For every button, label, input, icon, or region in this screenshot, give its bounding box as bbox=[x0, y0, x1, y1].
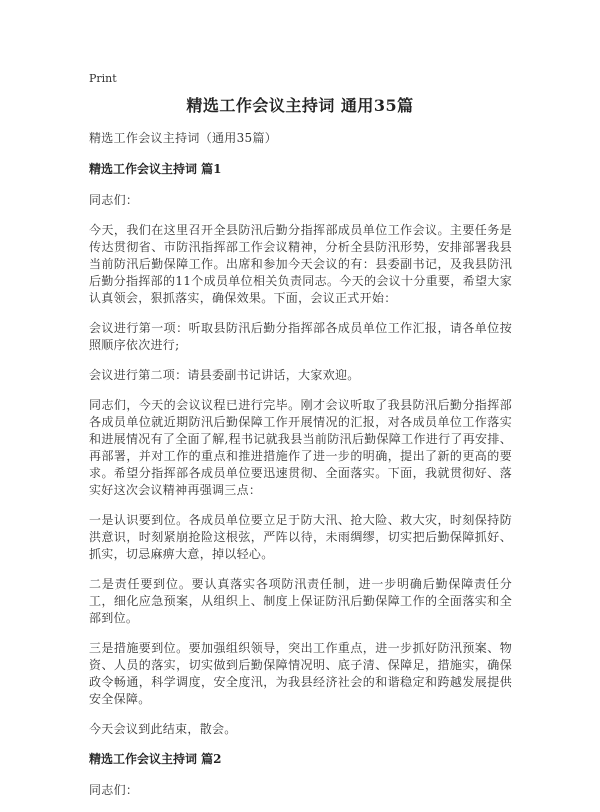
paragraph-closing: 今天会议到此结束，散会。 bbox=[89, 722, 237, 736]
print-link[interactable]: Print bbox=[89, 72, 117, 85]
document-body bbox=[89, 130, 512, 812]
paragraph-point-2: 二是责任要到位。要认真落实各项防汛责任制，进一步明确后勤保障责任分工，细化应急预案，从组织上、制度上保证防汛后勤保障工作的全面落实和全部到位。 bbox=[89, 577, 512, 625]
section-heading-2: 精选工作会议主持词 篇2 bbox=[89, 752, 222, 766]
document-subtitle: 精选工作会议主持词（通用35篇） bbox=[89, 131, 278, 145]
paragraph-point-3: 三是措施要到位。要加强组织领导，突出工作重点，进一步抓好防汛预案、物资、人员的落实，切实做到后勤保障情况明、底子清、保障足，措施实，确保政令畅通，科学调度，安全度汛，为我县经济社会的和谐稳定和跨越发展提供安全保障。 bbox=[89, 641, 512, 706]
paragraph-intro: 今天，我们在这里召开全县防汛后勤分指挥部成员单位工作会议。主要任务是传达贯彻省、市防汛指挥部工作会议精神，分析全县防汛形势，安排部署我县当前防汛后勤保障工作。出席和参加今天会议的有：县委副书记，及我县防汛后勤分指挥部的11个成员单位相关负责同志。今天的会议十分重要，希望大家认真领会，狠抓落实，确保效果。下面，会议正式开始： bbox=[89, 223, 512, 305]
paragraph-agenda-1: 会议进行第一项：听取县防汛后勤分指挥部各成员单位工作汇报，请各单位按照顺序依次进行; bbox=[89, 321, 512, 352]
section-heading-1: 精选工作会议主持词 篇1 bbox=[89, 162, 222, 176]
paragraph-summary: 同志们，今天的会议议程已进行完毕。刚才会议听取了我县防汛后勤分指挥部各成员单位就近期防汛后勤保障工作开展情况的汇报，对各成员单位工作落实和进展情况有了全面了解,程书记就我县当前防汛后勤保障工作进行了再安排、再部署，并对工作的重点和推进措施作了进一步的明确，提出了新的更高的要求。希望分指挥部各成员单位要迅速贯彻、全面落实。下面，我就贯彻好、落实好这次会议精神再强调三点： bbox=[89, 398, 512, 497]
paragraph-greeting: 同志们： bbox=[89, 193, 139, 207]
paragraph-point-1: 一是认识要到位。各成员单位要立足于防大汛、抢大险、救大灾，时刻保持防洪意识，时刻紧崩抢险这根弦，严阵以待，未雨绸缪，切实把后勤保障抓好、抓实，切忌麻痹大意，掉以轻心。 bbox=[89, 513, 512, 561]
page-title: 精选工作会议主持词 通用35篇 bbox=[186, 96, 414, 115]
paragraph-greeting-2: 同志们： bbox=[89, 783, 139, 797]
paragraph-agenda-2: 会议进行第二项：请县委副书记讲话，大家欢迎。 bbox=[89, 368, 360, 382]
